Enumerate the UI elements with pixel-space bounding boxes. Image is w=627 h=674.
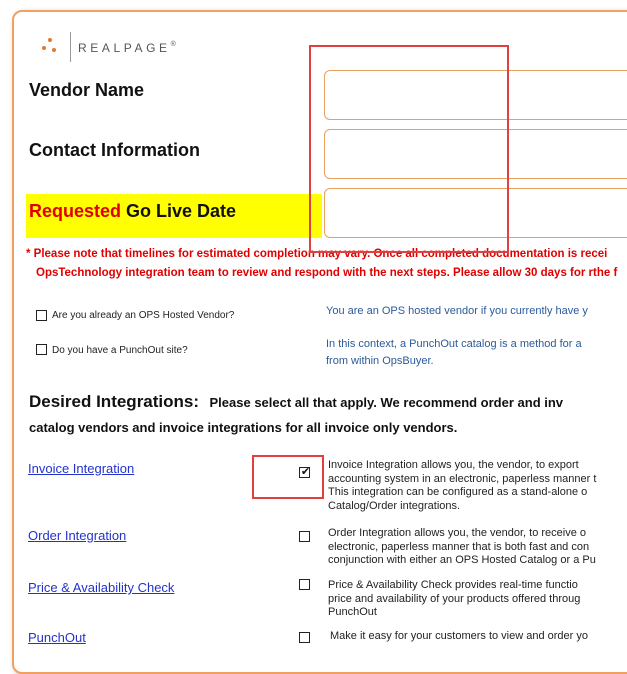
punchout-site-question: Do you have a PunchOut site?	[52, 345, 188, 356]
integrations-subheading: catalog vendors and invoice integrations for all invoice only vendors.	[29, 420, 458, 435]
check-icon: ✔	[300, 466, 311, 478]
vendor-name-label: Vendor Name	[29, 80, 145, 100]
timeline-note-line1: * Please note that timelines for estimated completion may vary. Once all completed documentation is recei	[26, 248, 608, 260]
punchout-desc: Make it easy for your customers to view and order yo	[330, 630, 588, 642]
go-live-label: Requested Go Live Date	[29, 201, 237, 221]
invoice-integration-desc: Invoice Integration allows you, the vendor, to export accounting system in an electronic, paperless manner t This integration can be configured as a stand-alone o Catalog/Order integrations.	[328, 459, 597, 512]
price-availability-link[interactable]: Price & Availability Check	[28, 580, 175, 595]
ops-hosted-checkbox[interactable]	[36, 310, 47, 321]
price-availability-checkbox[interactable]	[299, 579, 310, 590]
ops-hosted-help: You are an OPS hosted vendor if you currently have y	[326, 305, 588, 317]
ops-hosted-question: Are you already an OPS Hosted Vendor?	[52, 310, 235, 321]
punchout-help-line2: from within OpsBuyer.	[326, 355, 434, 367]
punchout-site-checkbox[interactable]	[36, 344, 47, 355]
contact-info-label: Contact Information	[29, 140, 200, 160]
punchout-help-line1: In this context, a PunchOut catalog is a method for a	[326, 338, 582, 350]
timeline-note-line2: OpsTechnology integration team to review and respond with the next steps. Please allow 30 days for rthe f	[36, 267, 618, 279]
logo-divider	[70, 32, 71, 62]
invoice-integration-link[interactable]: Invoice Integration	[28, 461, 135, 476]
order-integration-desc: Order Integration allows you, the vendor, to receive o electronic, paperless manner that is both fast and con conjunction with either an OPS Hosted Catalog or a Pu	[328, 527, 596, 566]
punchout-link[interactable]: PunchOut	[28, 630, 86, 645]
order-integration-checkbox[interactable]	[299, 531, 310, 542]
annotation-highlight-checkbox	[252, 455, 324, 499]
realpage-logo: REALPAGE®	[78, 41, 176, 55]
annotation-highlight-fields	[309, 45, 509, 253]
integrations-heading: Desired Integrations: Please select all that apply. We recommend order and inv	[29, 392, 564, 411]
order-integration-link[interactable]: Order Integration	[28, 528, 127, 543]
punchout-checkbox[interactable]	[299, 632, 310, 643]
realpage-dots-icon	[38, 36, 62, 60]
price-availability-desc: Price & Availability Check provides real-time functio price and availability of your products offered throug PunchOut	[328, 579, 581, 618]
